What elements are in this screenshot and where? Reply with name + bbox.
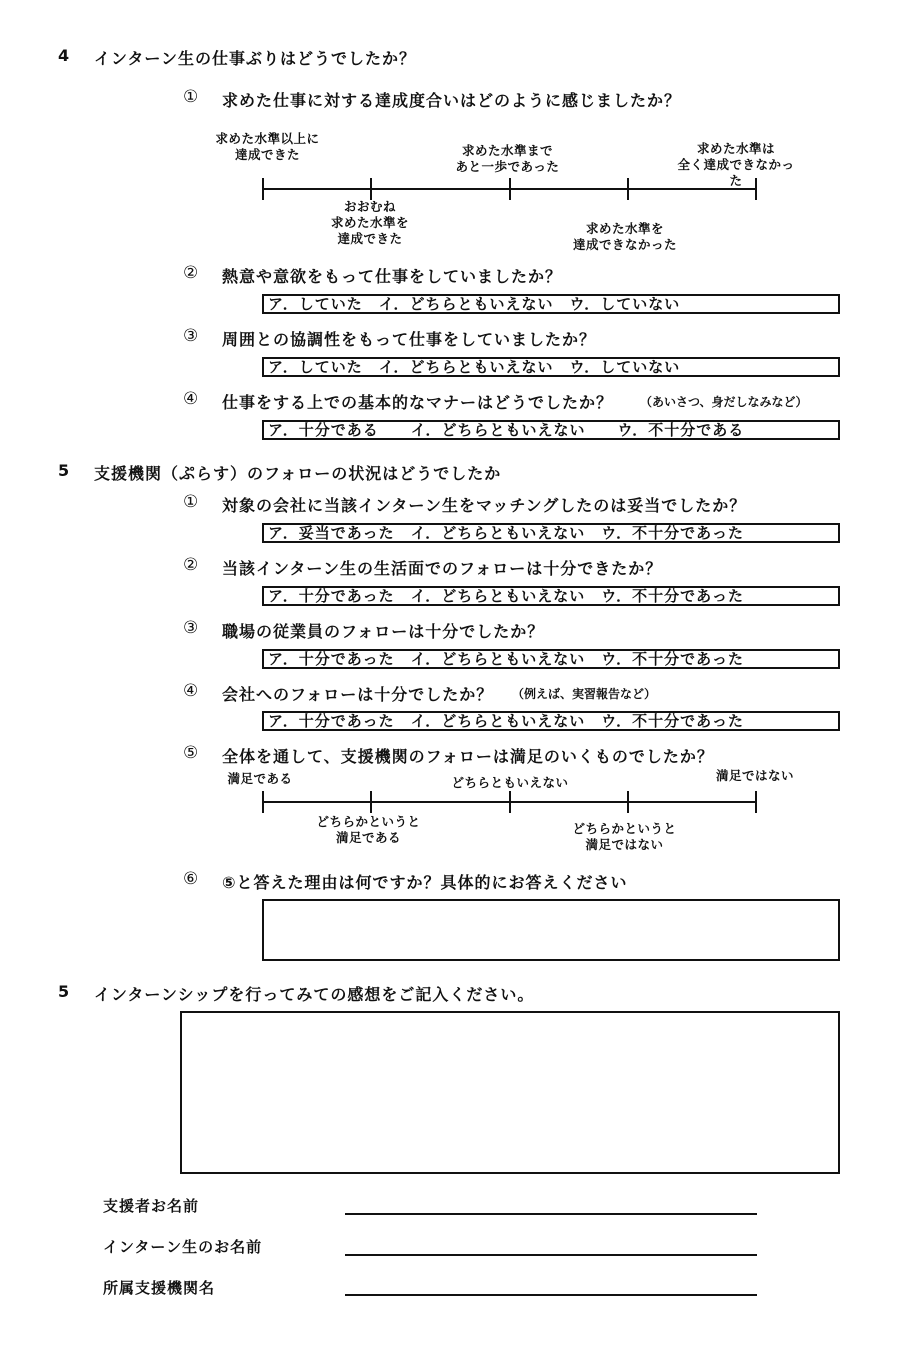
scale-label-top-2: 求めた水準まで あと一歩であった — [455, 143, 560, 174]
supporter-name-field[interactable] — [345, 1213, 757, 1215]
scale-label-top-2: どちらともいえない — [451, 775, 569, 790]
impressions-answer-box[interactable] — [180, 1011, 840, 1174]
question-text: 全体を通して、支援機関のフォローは満足のいくものでしたか？ — [222, 747, 714, 766]
scale-tick[interactable] — [627, 178, 629, 200]
question-text: 仕事をする上での基本的なマナーはどうでしたか？ — [222, 393, 614, 412]
scale-label-bottom-1: どちらかというと 満足である — [316, 814, 421, 845]
question-number: ① — [183, 87, 199, 107]
scale-tick[interactable] — [755, 178, 757, 200]
scale-label-top-3: 満足ではない — [715, 768, 794, 783]
intern-name-label: インターン生のお名前 — [103, 1238, 263, 1256]
section-4-number: 4 — [58, 46, 70, 65]
question-number: ④ — [183, 681, 199, 701]
question-number: ③ — [183, 618, 199, 638]
question-number: ② — [183, 263, 199, 283]
question-note: （例えば、実習報告など） — [512, 687, 657, 701]
scale-label-bottom-2: 求めた水準を 達成できなかった — [572, 221, 677, 252]
section-5-title: 支援機関（ぷらす）のフォローの状況はどうでしたか — [94, 464, 502, 483]
question-text: ⑤と答えた理由は何ですか？具体的にお答えください — [222, 873, 628, 892]
question-text: 熱意や意欲をもって仕事をしていましたか？ — [222, 267, 563, 286]
question-text: 当該インターン生の生活面でのフォローは十分できたか？ — [222, 559, 663, 578]
answer-options[interactable]: ア．していた イ．どちらともいえない ウ．していない — [262, 294, 840, 314]
section-4-title: インターン生の仕事ぶりはどうでしたか？ — [94, 49, 417, 68]
scale-label-top-1: 求めた水準以上に 達成できた — [215, 131, 320, 162]
answer-options[interactable]: ア．十分であった イ．どちらともいえない ウ．不十分であった — [262, 586, 840, 606]
question-text: 求めた仕事に対する達成度合いはどのように感じましたか？ — [222, 91, 682, 110]
answer-options[interactable]: ア．十分であった イ．どちらともいえない ウ．不十分であった — [262, 649, 840, 669]
answer-options[interactable]: ア．十分であった イ．どちらともいえない ウ．不十分であった — [262, 711, 840, 731]
answer-options[interactable]: ア．十分である イ．どちらともいえない ウ．不十分である — [262, 420, 840, 440]
scale-tick[interactable] — [509, 178, 511, 200]
question-number: ⑥ — [183, 869, 199, 889]
question-text: 周囲との協調性をもって仕事をしていましたか？ — [222, 330, 597, 349]
scale-label-bottom-1: おおむね 求めた水準を 達成できた — [330, 199, 409, 246]
question-note: （あいさつ、身だしなみなど） — [640, 395, 808, 409]
scale-tick[interactable] — [509, 791, 511, 813]
question-number: ④ — [183, 389, 199, 409]
scale-tick[interactable] — [262, 178, 264, 200]
organization-name-label: 所属支援機関名 — [103, 1279, 216, 1297]
scale-tick[interactable] — [262, 791, 264, 813]
scale-label-top-1: 満足である — [227, 771, 293, 786]
question-text: 会社へのフォローは十分でしたか？ — [222, 685, 494, 704]
question-number: ⑤ — [183, 743, 199, 763]
scale-tick[interactable] — [755, 791, 757, 813]
question-text: 職場の従業員のフォローは十分でしたか？ — [222, 622, 545, 641]
impressions-section-title: インターンシップを行ってみての感想をご記入ください。 — [94, 985, 535, 1004]
question-text: 対象の会社に当該インターン生をマッチングしたのは妥当でしたか？ — [222, 496, 747, 515]
question-number: ① — [183, 492, 199, 512]
question-number: ② — [183, 555, 199, 575]
section-5-number: 5 — [58, 461, 70, 480]
scale-tick[interactable] — [627, 791, 629, 813]
scale-tick[interactable] — [370, 791, 372, 813]
scale-tick[interactable] — [370, 178, 372, 200]
reason-answer-box[interactable] — [262, 899, 840, 961]
intern-name-field[interactable] — [345, 1254, 757, 1256]
answer-options[interactable]: ア．していた イ．どちらともいえない ウ．していない — [262, 357, 840, 377]
organization-name-field[interactable] — [345, 1294, 757, 1296]
impressions-section-number: 5 — [58, 982, 70, 1001]
question-number: ③ — [183, 326, 199, 346]
answer-options[interactable]: ア．妥当であった イ．どちらともいえない ウ．不十分であった — [262, 523, 840, 543]
scale-label-bottom-2: どちらかというと 満足ではない — [572, 821, 677, 852]
scale-label-top-3: 求めた水準は 全く達成できなかっ た — [677, 141, 795, 188]
supporter-name-label: 支援者お名前 — [103, 1197, 200, 1215]
